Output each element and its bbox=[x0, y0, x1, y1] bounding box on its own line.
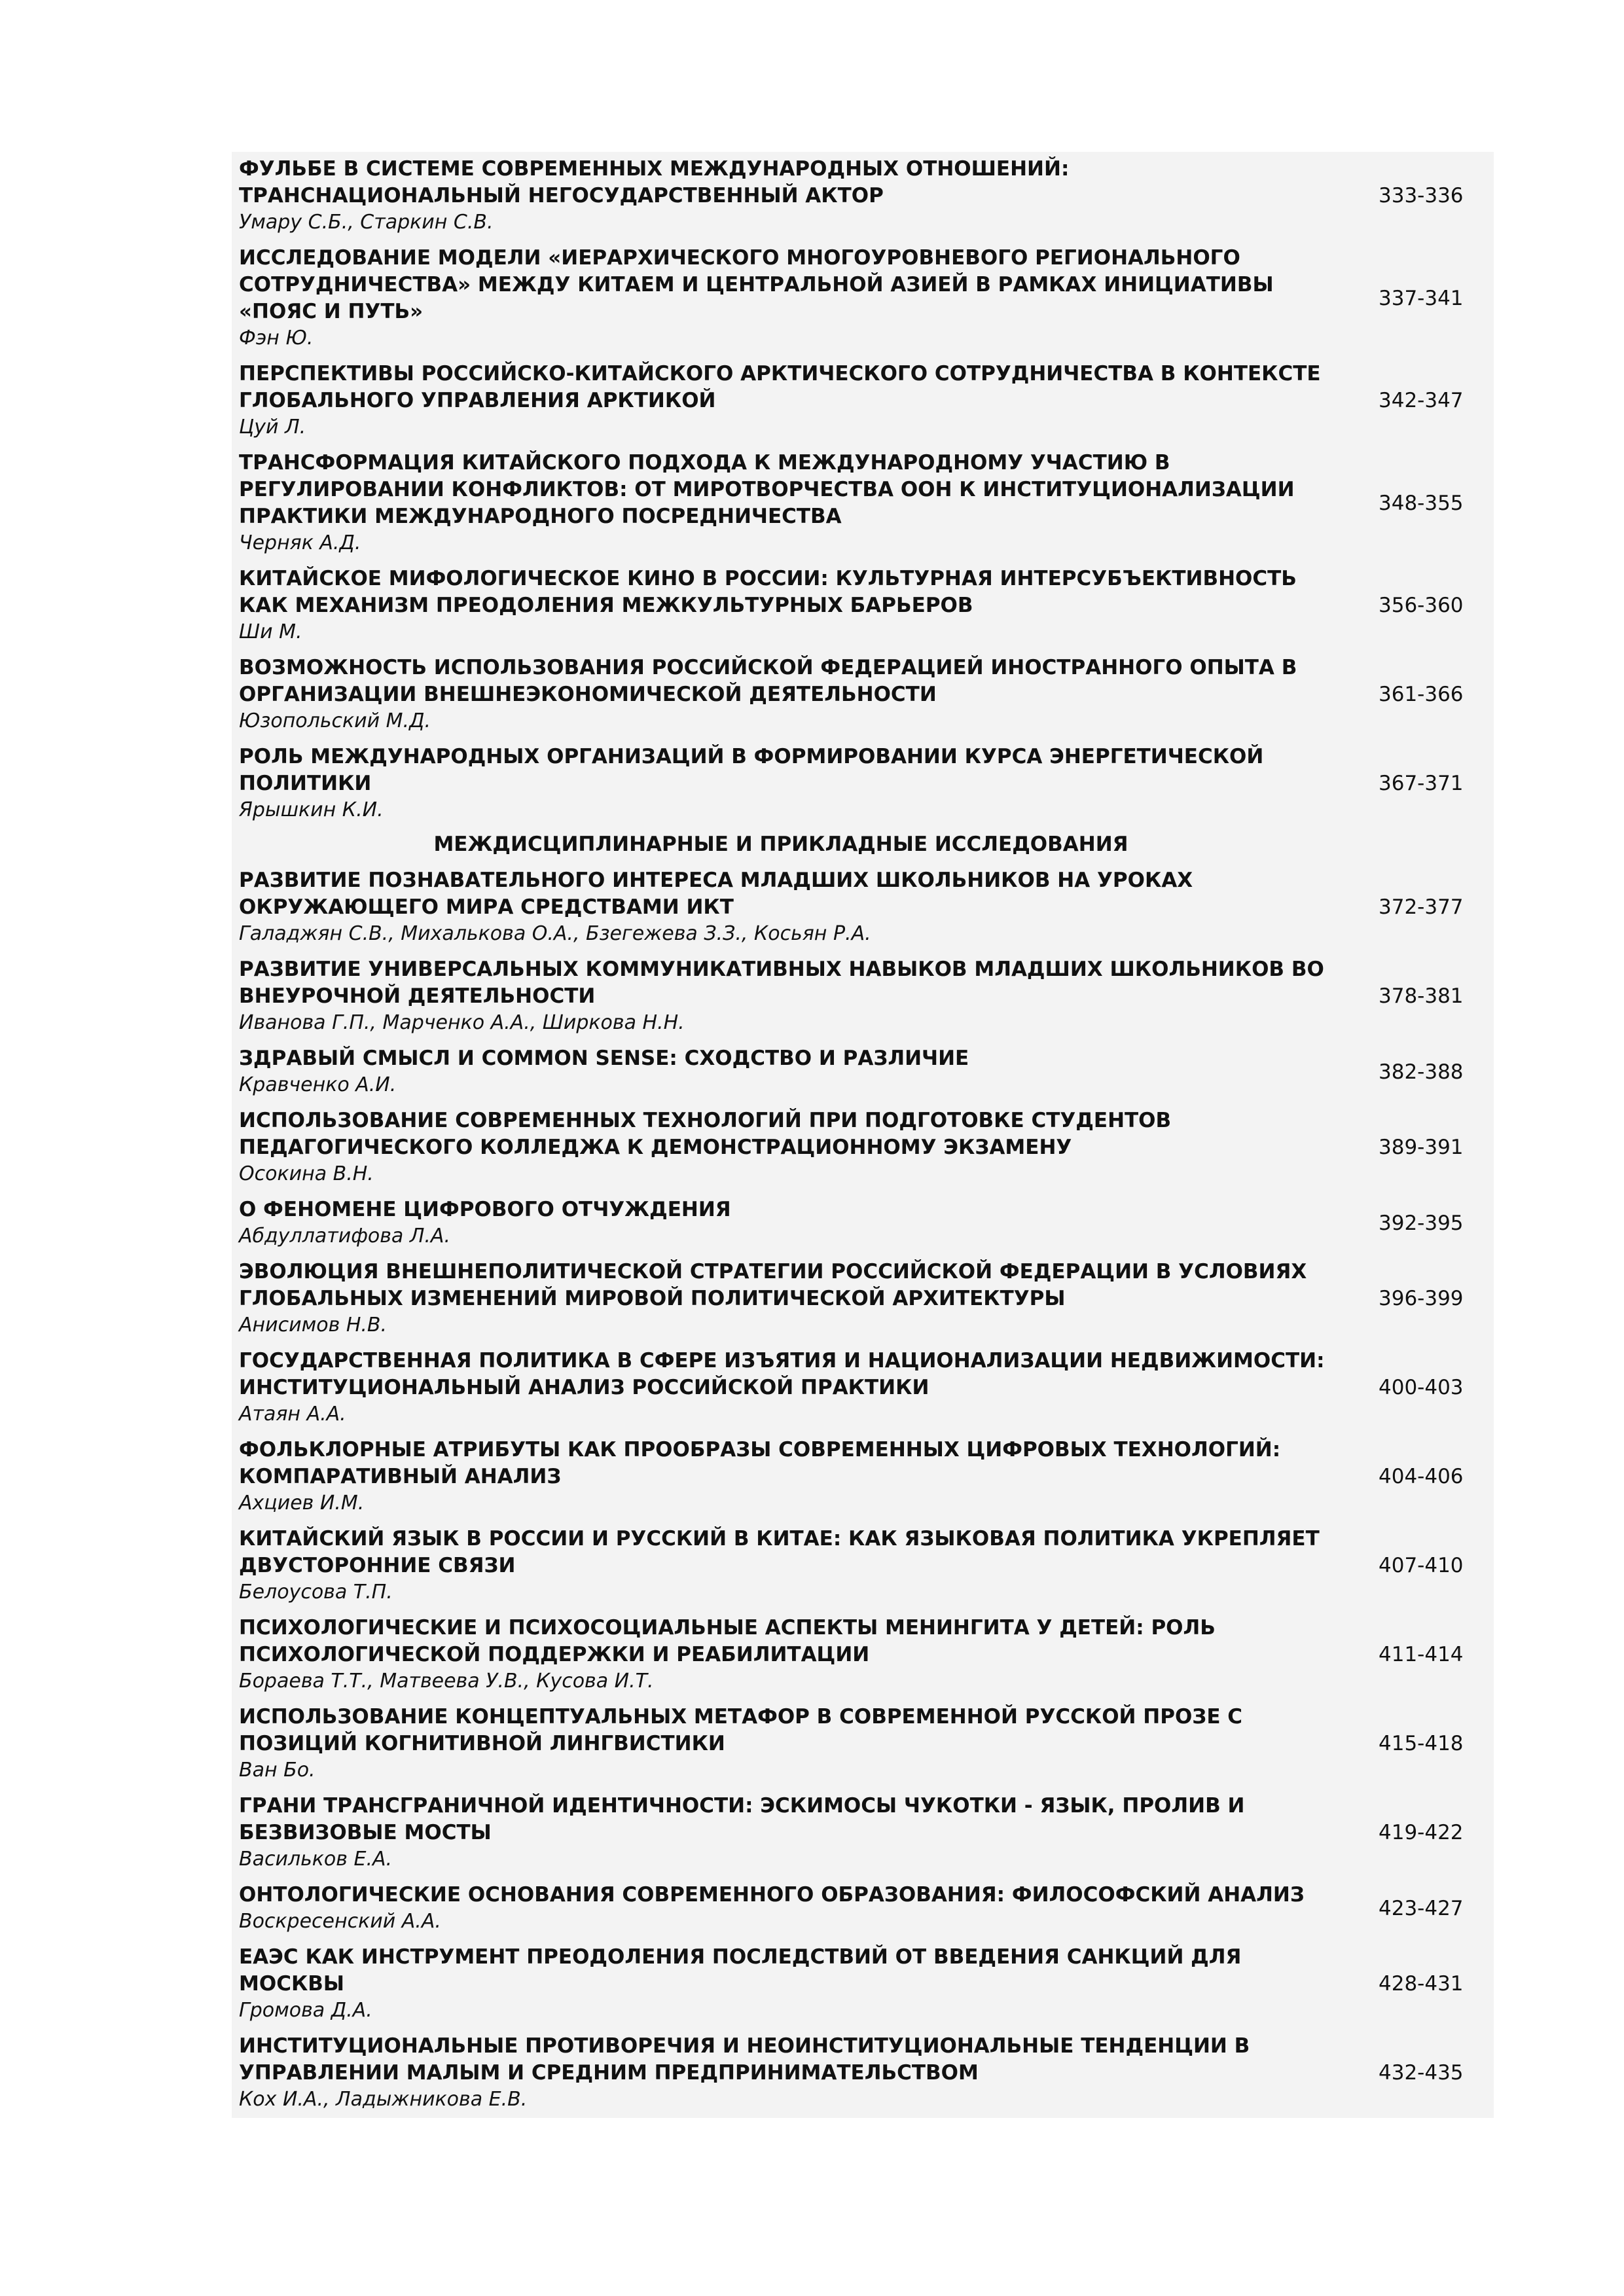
entry-text bbox=[232, 655, 1352, 734]
entry-title: ВОЗМОЖНОСТЬ ИСПОЛЬЗОВАНИЯ РОССИЙСКОЙ ФЕДЕРАЦИЕЙ ИНОСТРАННОГО ОПЫТА В ОРГАНИЗАЦИИ ВНЕШНЕЭКОНОМИЧЕСКОЙ ДЕЯТЕЛЬНОСТИ bbox=[239, 656, 1297, 706]
entry-authors: Кох И.А., Ладыжникова Е.В. bbox=[239, 2088, 528, 2111]
entry-text bbox=[232, 1437, 1352, 1516]
entry-authors: Юзопольский М.Д. bbox=[239, 709, 431, 732]
entry-pages: 411-414 bbox=[1379, 1643, 1464, 1666]
entry-authors: Белоусова Т.П. bbox=[239, 1581, 393, 1604]
entry-title: ТРАНСФОРМАЦИЯ КИТАЙСКОГО ПОДХОДА К МЕЖДУНАРОДНОМУ УЧАСТИЮ В РЕГУЛИРОВАНИИ КОНФЛИКТОВ: ОТ МИРОТВОРЧЕСТВА ООН К ИНСТИТУЦИОНАЛИЗАЦИИ ПРАКТИКИ МЕЖДУНАРОДНОГО ПОСРЕДНИЧЕСТВА bbox=[239, 451, 1295, 528]
toc-entry bbox=[232, 651, 1494, 740]
entry-authors: Осокина В.Н. bbox=[239, 1162, 374, 1185]
entry-text bbox=[232, 156, 1352, 236]
entry-text bbox=[232, 867, 1352, 947]
entry-authors: Фэн Ю. bbox=[239, 327, 314, 350]
entry-pages: 378-381 bbox=[1379, 984, 1464, 1008]
entry-authors: Кравченко А.И. bbox=[239, 1073, 397, 1096]
entry-text bbox=[232, 565, 1352, 645]
entry-text bbox=[232, 956, 1352, 1036]
table-of-contents bbox=[232, 152, 1494, 2118]
entry-authors: Черняк А.Д. bbox=[239, 531, 361, 554]
entry-title: ГОСУДАРСТВЕННАЯ ПОЛИТИКА В СФЕРЕ ИЗЪЯТИЯ И НАЦИОНАЛИЗАЦИИ НЕДВИЖИМОСТИ: ИНСТИТУЦИОНАЛЬНЫЙ АНАЛИЗ РОССИЙСКОЙ ПРАКТИКИ bbox=[239, 1349, 1325, 1399]
entry-title: ГРАНИ ТРАНСГРАНИЧНОЙ ИДЕНТИЧНОСТИ: ЭСКИМОСЫ ЧУКОТКИ - ЯЗЫК, ПРОЛИВ И БЕЗВИЗОВЫЕ МОСТЫ bbox=[239, 1794, 1245, 1844]
toc-entry bbox=[232, 357, 1494, 446]
entry-pages: 407-410 bbox=[1379, 1554, 1464, 1577]
entry-pages: 342-347 bbox=[1379, 389, 1464, 412]
entry-pages: 382-388 bbox=[1379, 1060, 1464, 1084]
toc-entry bbox=[232, 1103, 1494, 1193]
toc-entry bbox=[232, 740, 1494, 829]
entry-pages: 400-403 bbox=[1379, 1376, 1464, 1399]
toc-entry bbox=[232, 863, 1494, 952]
entry-pages: 372-377 bbox=[1379, 895, 1464, 919]
toc-entry bbox=[232, 1611, 1494, 1700]
entry-title: ИСПОЛЬЗОВАНИЕ СОВРЕМЕННЫХ ТЕХНОЛОГИЙ ПРИ ПОДГОТОВКЕ СТУДЕНТОВ ПЕДАГОГИЧЕСКОГО КОЛЛЕДЖА К ДЕМОНСТРАЦИОННОМУ ЭКЗАМЕНУ bbox=[239, 1109, 1172, 1159]
toc-group-a bbox=[232, 152, 1494, 829]
entry-pages: 389-391 bbox=[1379, 1136, 1464, 1159]
entry-text bbox=[232, 1348, 1352, 1427]
entry-text bbox=[232, 245, 1352, 351]
toc-entry bbox=[232, 952, 1494, 1041]
entry-title: РАЗВИТИЕ ПОЗНАВАТЕЛЬНОГО ИНТЕРЕСА МЛАДШИХ ШКОЛЬНИКОВ НА УРОКАХ ОКРУЖАЮЩЕГО МИРА СРЕДСТВАМИ ИКТ bbox=[239, 869, 1193, 919]
toc-entry bbox=[232, 152, 1494, 241]
entry-authors: Умару С.Б., Старкин С.В. bbox=[239, 211, 494, 234]
entry-pages: 396-399 bbox=[1379, 1287, 1464, 1310]
entry-text bbox=[232, 361, 1352, 440]
entry-title: ИСПОЛЬЗОВАНИЕ КОНЦЕПТУАЛЬНЫХ МЕТАФОР В СОВРЕМЕННОЙ РУССКОЙ ПРОЗЕ С ПОЗИЦИЙ КОГНИТИВНОЙ ЛИНГВИСТИКИ bbox=[239, 1705, 1243, 1755]
entry-authors: Громова Д.А. bbox=[239, 1999, 372, 2022]
entry-text bbox=[232, 1259, 1352, 1338]
entry-pages: 423-427 bbox=[1379, 1896, 1464, 1920]
entry-text bbox=[232, 744, 1352, 823]
entry-text bbox=[232, 1944, 1352, 2024]
entry-title: РАЗВИТИЕ УНИВЕРСАЛЬНЫХ КОММУНИКАТИВНЫХ НАВЫКОВ МЛАДШИХ ШКОЛЬНИКОВ ВО ВНЕУРОЧНОЙ ДЕЯТЕЛЬНОСТИ bbox=[239, 958, 1324, 1008]
toc-entry bbox=[232, 241, 1494, 357]
toc-entry bbox=[232, 1041, 1494, 1103]
entry-title: ПЕРСПЕКТИВЫ РОССИЙСКО-КИТАЙСКОГО АРКТИЧЕСКОГО СОТРУДНИЧЕСТВА В КОНТЕКСТЕ ГЛОБАЛЬНОГО УПРАВЛЕНИЯ АРКТИКОЙ bbox=[239, 362, 1321, 412]
toc-entry bbox=[232, 1700, 1494, 1789]
entry-pages: 392-395 bbox=[1379, 1211, 1464, 1235]
entry-text bbox=[232, 450, 1352, 556]
toc-entry bbox=[232, 2029, 1494, 2118]
entry-title: ЭВОЛЮЦИЯ ВНЕШНЕПОЛИТИЧЕСКОЙ СТРАТЕГИИ РОССИЙСКОЙ ФЕДЕРАЦИИ В УСЛОВИЯХ ГЛОБАЛЬНЫХ ИЗМЕНЕНИЙ МИРОВОЙ ПОЛИТИЧЕСКОЙ АРХИТЕКТУРЫ bbox=[239, 1260, 1307, 1310]
entry-title: ФУЛЬБЕ В СИСТЕМЕ СОВРЕМЕННЫХ МЕЖДУНАРОДНЫХ ОТНОШЕНИЙ: ТРАНСНАЦИОНАЛЬНЫЙ НЕГОСУДАРСТВЕННЫЙ АКТОР bbox=[239, 157, 1070, 207]
entry-title: КИТАЙСКОЕ МИФОЛОГИЧЕСКОЕ КИНО В РОССИИ: КУЛЬТУРНАЯ ИНТЕРСУБЪЕКТИВНОСТЬ КАК МЕХАНИЗМ ПРЕОДОЛЕНИЯ МЕЖКУЛЬТУРНЫХ БАРЬЕРОВ bbox=[239, 567, 1297, 617]
section-heading: МЕЖДИСЦИПЛИНАРНЫЕ И ПРИКЛАДНЫЕ ИССЛЕДОВАНИЯ bbox=[433, 833, 1128, 856]
entry-authors: Анисимов Н.В. bbox=[239, 1314, 388, 1336]
entry-authors: Абдуллатифова Л.А. bbox=[239, 1225, 450, 1247]
entry-title: КИТАЙСКИЙ ЯЗЫК В РОССИИ И РУССКИЙ В КИТАЕ: КАК ЯЗЫКОВАЯ ПОЛИТИКА УКРЕПЛЯЕТ ДВУСТОРОННИЕ СВЯЗИ bbox=[239, 1527, 1320, 1577]
entry-pages: 404-406 bbox=[1379, 1465, 1464, 1488]
entry-authors: Ван Бо. bbox=[239, 1759, 316, 1782]
entry-title: ОНТОЛОГИЧЕСКИЕ ОСНОВАНИЯ СОВРЕМЕННОГО ОБРАЗОВАНИЯ: ФИЛОСОФСКИЙ АНАЛИЗ bbox=[239, 1883, 1305, 1907]
entry-pages: 361-366 bbox=[1379, 683, 1464, 706]
entry-pages: 367-371 bbox=[1379, 772, 1464, 795]
entry-title: ФОЛЬКЛОРНЫЕ АТРИБУТЫ КАК ПРООБРАЗЫ СОВРЕМЕННЫХ ЦИФРОВЫХ ТЕХНОЛОГИЙ: КОМПАРАТИВНЫЙ АНАЛИЗ bbox=[239, 1438, 1281, 1488]
entry-authors: Ши М. bbox=[239, 620, 302, 643]
toc-entry bbox=[232, 1193, 1494, 1255]
entry-pages: 337-341 bbox=[1379, 286, 1464, 310]
entry-pages: 419-422 bbox=[1379, 1821, 1464, 1844]
entry-text bbox=[232, 1526, 1352, 1605]
toc-entry bbox=[232, 1255, 1494, 1344]
entry-text bbox=[232, 1196, 1352, 1249]
entry-authors: Ярышкин К.И. bbox=[239, 798, 384, 821]
entry-text bbox=[232, 1045, 1352, 1098]
entry-pages: 432-435 bbox=[1379, 2061, 1464, 2085]
entry-authors: Васильков Е.А. bbox=[239, 1848, 393, 1871]
entry-text bbox=[232, 1882, 1352, 1935]
entry-pages: 415-418 bbox=[1379, 1732, 1464, 1755]
toc-entry bbox=[232, 1940, 1494, 2029]
entry-authors: Бораева Т.Т., Матвеева У.В., Кусова И.Т. bbox=[239, 1670, 654, 1693]
entry-pages: 356-360 bbox=[1379, 594, 1464, 617]
entry-pages: 428-431 bbox=[1379, 1972, 1464, 1996]
entry-title: ЗДРАВЫЙ СМЫСЛ И COMMON SENSE: СХОДСТВО И РАЗЛИЧИЕ bbox=[239, 1047, 969, 1070]
entry-authors: Цуй Л. bbox=[239, 416, 306, 439]
entry-pages: 348-355 bbox=[1379, 491, 1464, 515]
toc-entry bbox=[232, 1433, 1494, 1522]
toc-group-b bbox=[232, 863, 1494, 2118]
toc-entry bbox=[232, 1522, 1494, 1611]
toc-entry bbox=[232, 446, 1494, 562]
entry-text bbox=[232, 1107, 1352, 1187]
entry-title: О ФЕНОМЕНЕ ЦИФРОВОГО ОТЧУЖДЕНИЯ bbox=[239, 1198, 731, 1221]
entry-text bbox=[232, 2033, 1352, 2113]
entry-authors: Иванова Г.П., Марченко А.А., Ширкова Н.Н. bbox=[239, 1011, 685, 1034]
entry-authors: Атаян А.А. bbox=[239, 1403, 346, 1426]
toc-entry bbox=[232, 1344, 1494, 1433]
toc-entry bbox=[232, 1789, 1494, 1878]
entry-text bbox=[232, 1615, 1352, 1695]
entry-text bbox=[232, 1793, 1352, 1873]
entry-authors: Ахциев И.М. bbox=[239, 1492, 365, 1515]
toc-entry bbox=[232, 1878, 1494, 1940]
entry-title: ПСИХОЛОГИЧЕСКИЕ И ПСИХОСОЦИАЛЬНЫЕ АСПЕКТЫ МЕНИНГИТА У ДЕТЕЙ: РОЛЬ ПСИХОЛОГИЧЕСКОЙ ПОДДЕРЖКИ И РЕАБИЛИТАЦИИ bbox=[239, 1616, 1216, 1666]
toc-entry bbox=[232, 562, 1494, 651]
entry-authors: Воскресенский А.А. bbox=[239, 1910, 441, 1933]
entry-pages: 333-336 bbox=[1379, 184, 1464, 207]
entry-authors: Галаджян С.В., Михалькова О.А., Бзегежева З.З., Косьян Р.А. bbox=[239, 922, 871, 945]
entry-title: ИССЛЕДОВАНИЕ МОДЕЛИ «ИЕРАРХИЧЕСКОГО МНОГОУРОВНЕВОГО РЕГИОНАЛЬНОГО СОТРУДНИЧЕСТВА» МЕЖДУ КИТАЕМ И ЦЕНТРАЛЬНОЙ АЗИЕЙ В РАМКАХ ИНИЦИАТИВЫ «ПОЯС И ПУТЬ» bbox=[239, 246, 1274, 323]
entry-text bbox=[232, 1704, 1352, 1784]
entry-title: ЕАЭС КАК ИНСТРУМЕНТ ПРЕОДОЛЕНИЯ ПОСЛЕДСТВИЙ ОТ ВВЕДЕНИЯ САНКЦИЙ ДЛЯ МОСКВЫ bbox=[239, 1945, 1242, 1996]
entry-title: РОЛЬ МЕЖДУНАРОДНЫХ ОРГАНИЗАЦИЙ В ФОРМИРОВАНИИ КУРСА ЭНЕРГЕТИЧЕСКОЙ ПОЛИТИКИ bbox=[239, 745, 1264, 795]
entry-title: ИНСТИТУЦИОНАЛЬНЫЕ ПРОТИВОРЕЧИЯ И НЕОИНСТИТУЦИОНАЛЬНЫЕ ТЕНДЕНЦИИ В УПРАВЛЕНИИ МАЛЫМ И СРЕДНИМ ПРЕДПРИНИМАТЕЛЬСТВОМ bbox=[239, 2034, 1250, 2085]
